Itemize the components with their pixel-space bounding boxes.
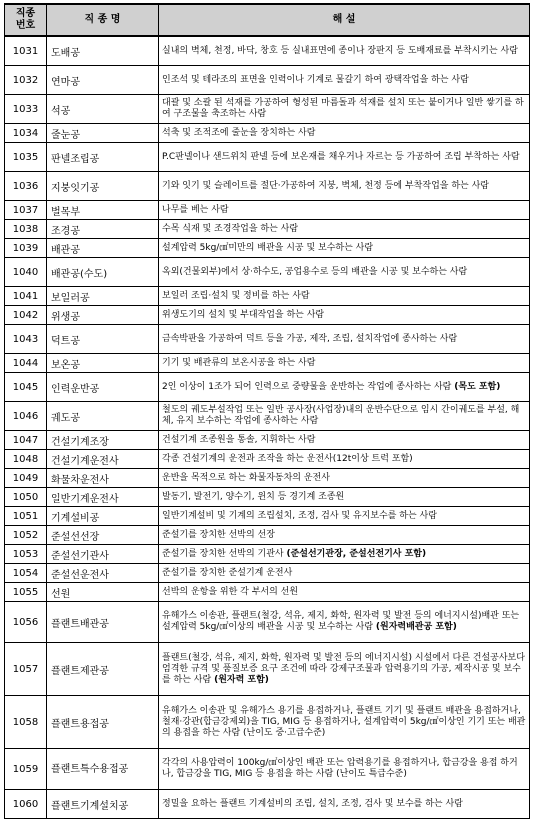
table-row bbox=[5, 402, 530, 431]
job-description-text: 정밀을 요하는 플랜트 기계설비의 조립, 설치, 조정, 검사 및 보수를 하는 사람 bbox=[162, 798, 463, 809]
table-row bbox=[5, 287, 530, 306]
job-name: 플랜트배관공 bbox=[47, 602, 159, 643]
job-description-text: 수목 식재 및 조경작업을 하는 사람 bbox=[162, 223, 299, 234]
table-row bbox=[5, 306, 530, 325]
job-description bbox=[159, 143, 530, 172]
job-name: 궤도공 bbox=[47, 402, 159, 431]
job-name: 배관공 bbox=[47, 239, 159, 258]
job-description bbox=[159, 749, 530, 790]
job-name: 판넬조립공 bbox=[47, 143, 159, 172]
table-row bbox=[5, 545, 530, 564]
job-code: 1046 bbox=[5, 402, 47, 431]
table-row bbox=[5, 564, 530, 583]
job-description bbox=[159, 564, 530, 583]
job-name: 석공 bbox=[47, 95, 159, 124]
table-row bbox=[5, 124, 530, 143]
table-row bbox=[5, 583, 530, 602]
job-code: 1052 bbox=[5, 526, 47, 545]
job-name: 준설선운전사 bbox=[47, 564, 159, 583]
job-description-text: 옥외(건물외부)에서 상·하수도, 공업용수로 등의 배관을 시공 및 보수하는 사람 bbox=[162, 266, 468, 277]
job-description-text: 석축 및 조적조에 줄눈을 장치하는 사람 bbox=[162, 127, 316, 138]
job-description bbox=[159, 450, 530, 469]
job-description bbox=[159, 643, 530, 696]
table-row bbox=[5, 749, 530, 790]
job-code: 1048 bbox=[5, 450, 47, 469]
job-name: 플랜트제관공 bbox=[47, 643, 159, 696]
table-body bbox=[5, 36, 530, 819]
job-name: 도배공 bbox=[47, 36, 159, 66]
job-description bbox=[159, 545, 530, 564]
job-code: 1047 bbox=[5, 431, 47, 450]
table-row bbox=[5, 325, 530, 354]
job-description-text: 나무를 베는 사람 bbox=[162, 204, 229, 215]
job-description-text: 각종 건설기계의 운전과 조작을 하는 운전사(12t이상 트럭 포함) bbox=[162, 453, 413, 464]
job-name: 배관공(수도) bbox=[47, 258, 159, 287]
job-description-text: 운반을 목적으로 하는 화물자동차의 운전사 bbox=[162, 472, 330, 483]
job-description bbox=[159, 258, 530, 287]
job-name: 플랜트기계설치공 bbox=[47, 790, 159, 819]
job-name: 건설기계조장 bbox=[47, 431, 159, 450]
job-code: 1037 bbox=[5, 201, 47, 220]
table-row bbox=[5, 469, 530, 488]
job-description-text: 준설기를 장치한 준설기계 운전사 bbox=[162, 567, 293, 578]
job-description bbox=[159, 95, 530, 124]
job-description bbox=[159, 790, 530, 819]
job-code: 1033 bbox=[5, 95, 47, 124]
job-description-note: (원자력배관공 포함) bbox=[375, 622, 457, 632]
job-description bbox=[159, 469, 530, 488]
table-row bbox=[5, 95, 530, 124]
job-description-text: 보일러 조립·설치 및 정비를 하는 사람 bbox=[162, 290, 310, 301]
job-name: 준설선기관사 bbox=[47, 545, 159, 564]
table-row bbox=[5, 643, 530, 696]
table-row bbox=[5, 258, 530, 287]
job-description-table bbox=[4, 3, 530, 819]
job-description bbox=[159, 373, 530, 402]
job-description bbox=[159, 354, 530, 373]
job-description-text: 대괄 및 소괄 된 석재를 가공하여 형성된 마름돌과 석재를 설치 또는 붙이거나 일반 쌓기를 하여 구조물을 축조하는 사람 bbox=[162, 98, 524, 119]
job-description-text: 플랜트(철강, 석유, 제지, 화학, 원자력 및 발전 등의 에너지시설) 시설에서 다른 건설공사보다 엄격한 규격 및 품질보증 요구 조건에 따라 강제구조물과 압력용기의 가공, 제작시공 및 보수를 하는 사람 bbox=[162, 652, 525, 685]
job-description-text: 철도의 궤도부설작업 또는 일반 공사장(사업장)내의 운반수단으로 임시 간이궤도를 부설, 해체, 유지 보수하는 작업에 종사하는 사람 bbox=[162, 405, 520, 426]
job-description-text: 기기 및 배관류의 보온시공을 하는 사람 bbox=[162, 357, 316, 368]
job-description-text: 실내의 벽체, 천정, 바닥, 창호 등 실내표면에 종이나 장판지 등 도배재료를 부착시키는 사람 bbox=[162, 45, 518, 56]
job-name: 줄눈공 bbox=[47, 124, 159, 143]
job-description bbox=[159, 696, 530, 749]
header-code: 직종 번호 bbox=[5, 4, 47, 36]
table-row bbox=[5, 239, 530, 258]
job-name: 플랜트용접공 bbox=[47, 696, 159, 749]
job-code: 1038 bbox=[5, 220, 47, 239]
job-description bbox=[159, 583, 530, 602]
header-name: 직 종 명 bbox=[47, 4, 159, 36]
job-code: 1054 bbox=[5, 564, 47, 583]
job-description bbox=[159, 66, 530, 95]
job-description bbox=[159, 172, 530, 201]
job-code: 1060 bbox=[5, 790, 47, 819]
table-row bbox=[5, 507, 530, 526]
job-description bbox=[159, 507, 530, 526]
job-code: 1034 bbox=[5, 124, 47, 143]
job-description bbox=[159, 201, 530, 220]
job-name: 기계설비공 bbox=[47, 507, 159, 526]
job-description bbox=[159, 402, 530, 431]
job-code: 1043 bbox=[5, 325, 47, 354]
job-description-text: P.C판넬이나 샌드위치 판넬 등에 보온재를 채우거나 자르는 등 가공하여 조립 부착하는 사람 bbox=[162, 151, 520, 162]
job-code: 1050 bbox=[5, 488, 47, 507]
job-description bbox=[159, 602, 530, 643]
job-description bbox=[159, 239, 530, 258]
job-description-text: 유해가스 이송관, 플랜트(철강, 석유, 제지, 화학, 원자력 및 발전 등의 에너지시설)배관 또는 설계압력 5kg/㎠이상의 배관을 시공 및 보수하는 사람 bbox=[162, 611, 520, 632]
job-code: 1039 bbox=[5, 239, 47, 258]
job-description-text: 각각의 사용압력이 100kg/㎠이상인 배관 또는 압력용기를 용접하거나, 합금강을 용접 하거나, 합금강을 TIG, MIG 등 용접을 하는 사람 (난이도 특급수준) bbox=[162, 758, 518, 779]
job-code: 1057 bbox=[5, 643, 47, 696]
job-description bbox=[159, 36, 530, 66]
job-code: 1051 bbox=[5, 507, 47, 526]
job-code: 1036 bbox=[5, 172, 47, 201]
job-description-text: 준설기를 장치한 선박의 선장 bbox=[162, 529, 275, 540]
job-code: 1058 bbox=[5, 696, 47, 749]
job-description-text: 일반기계설비 및 기계의 조립설치, 조정, 검사 및 유지보수를 하는 사람 bbox=[162, 510, 437, 521]
job-code: 1040 bbox=[5, 258, 47, 287]
job-description bbox=[159, 287, 530, 306]
job-description-text: 기와 잇기 및 슬레이트를 절단·가공하여 지붕, 벽체, 천정 등에 부착작업을 하는 사람 bbox=[162, 180, 489, 191]
job-description-text: 위생도기의 설치 및 부대작업을 하는 사람 bbox=[162, 309, 325, 320]
job-description-text: 인조석 및 테라조의 표면을 인력이나 기계로 물갈기 하여 광택작업을 하는 사람 bbox=[162, 74, 469, 85]
table-row bbox=[5, 450, 530, 469]
table-row bbox=[5, 143, 530, 172]
job-description bbox=[159, 325, 530, 354]
job-description bbox=[159, 306, 530, 325]
job-description-text: 2인 이상이 1조가 되어 인력으로 중량물을 운반하는 작업에 종사하는 사람 bbox=[162, 381, 452, 392]
table-row bbox=[5, 488, 530, 507]
job-description-note: (목도 포함) bbox=[454, 381, 501, 392]
table-row bbox=[5, 66, 530, 95]
job-code: 1055 bbox=[5, 583, 47, 602]
job-code: 1041 bbox=[5, 287, 47, 306]
job-name: 위생공 bbox=[47, 306, 159, 325]
job-description bbox=[159, 124, 530, 143]
job-description-text: 발동기, 발전기, 양수기, 윈치 등 경기계 조종원 bbox=[162, 491, 345, 502]
job-code: 1059 bbox=[5, 749, 47, 790]
table-row bbox=[5, 431, 530, 450]
job-description-text: 건설기계 조종원을 통솔, 지휘하는 사람 bbox=[162, 434, 316, 445]
job-name: 플랜트특수용접공 bbox=[47, 749, 159, 790]
table-row bbox=[5, 790, 530, 819]
job-description-text: 준설기를 장치한 선박의 기관사 bbox=[162, 548, 284, 559]
job-code: 1042 bbox=[5, 306, 47, 325]
table-row bbox=[5, 696, 530, 749]
job-description-text: 유해가스 이송관 및 유해가스 용기를 용접하거나, 플랜트 기기 및 플랜트 배관을 용접하거나, 철재·강관(합금강제외)을 TIG, MIG 등 용접하거나, 설계압력이 5kg/㎠이상인 기기 또는 배관의 용접을 하는 사람 (난이도 중·고급수준) bbox=[162, 705, 526, 738]
job-name: 벌목부 bbox=[47, 201, 159, 220]
job-code: 1032 bbox=[5, 66, 47, 95]
job-code: 1035 bbox=[5, 143, 47, 172]
job-name: 연마공 bbox=[47, 66, 159, 95]
job-description-text: 금속박판을 가공하여 덕트 등을 가공, 제작, 조립, 설치작업에 종사하는 사람 bbox=[162, 333, 458, 344]
table-row bbox=[5, 354, 530, 373]
job-code: 1053 bbox=[5, 545, 47, 564]
job-description-note: (원자력 포함) bbox=[214, 674, 269, 685]
job-name: 보일러공 bbox=[47, 287, 159, 306]
table-row bbox=[5, 526, 530, 545]
table-row bbox=[5, 373, 530, 402]
job-code: 1049 bbox=[5, 469, 47, 488]
job-name: 일반기계운전사 bbox=[47, 488, 159, 507]
job-description bbox=[159, 220, 530, 239]
job-name: 인력운반공 bbox=[47, 373, 159, 402]
job-description bbox=[159, 526, 530, 545]
job-description-text: 선박의 운항을 위한 각 부서의 선원 bbox=[162, 586, 299, 597]
job-description bbox=[159, 431, 530, 450]
job-description-text: 설계압력 5kg/㎠미만의 배관을 시공 및 보수하는 사람 bbox=[162, 242, 374, 253]
job-code: 1044 bbox=[5, 354, 47, 373]
header-desc: 해 설 bbox=[159, 4, 530, 36]
job-name: 건설기계운전사 bbox=[47, 450, 159, 469]
job-name: 보온공 bbox=[47, 354, 159, 373]
table-row bbox=[5, 201, 530, 220]
job-description bbox=[159, 488, 530, 507]
table-row bbox=[5, 172, 530, 201]
table-header-row bbox=[5, 4, 530, 36]
job-table-container bbox=[4, 3, 529, 819]
job-name: 준설선선장 bbox=[47, 526, 159, 545]
job-description-note: (준설선기관장, 준설선전기사 포함) bbox=[286, 548, 427, 559]
table-row bbox=[5, 220, 530, 239]
job-name: 조경공 bbox=[47, 220, 159, 239]
job-code: 1031 bbox=[5, 36, 47, 66]
table-row bbox=[5, 602, 530, 643]
table-row bbox=[5, 36, 530, 66]
job-name: 선원 bbox=[47, 583, 159, 602]
job-name: 지붕잇기공 bbox=[47, 172, 159, 201]
job-name: 화물차운전사 bbox=[47, 469, 159, 488]
job-code: 1045 bbox=[5, 373, 47, 402]
job-name: 덕트공 bbox=[47, 325, 159, 354]
job-code: 1056 bbox=[5, 602, 47, 643]
